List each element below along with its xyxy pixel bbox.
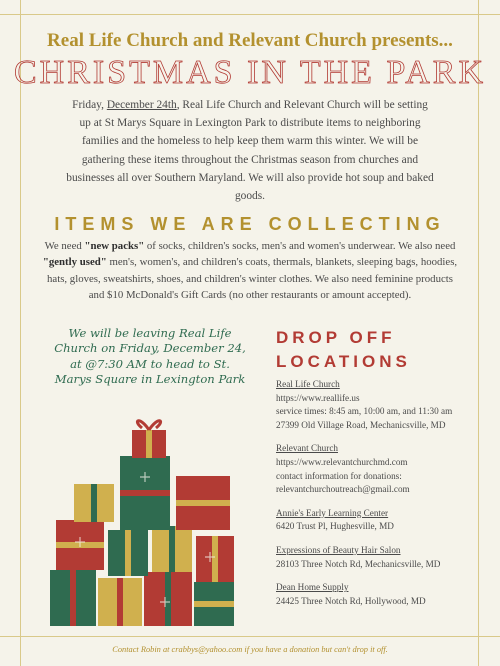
dropoff-heading-line1: DROP OFF [276,328,396,347]
location-name[interactable]: Expressions of Beauty Hair Salon [276,544,401,555]
dropoff-heading-line2: LOCATIONS [276,352,411,371]
intro-before-date: Friday, [72,99,107,111]
dropoff-locations [276,378,476,618]
location-dean-home-supply [276,581,476,608]
location-name[interactable]: Dean Home Supply [276,582,349,593]
location-address: 24425 Three Notch Rd, Hollywood, MD [276,595,426,606]
location-real-life-church [276,378,476,432]
items-text-2: of socks, children's socks, men's and women's underwear. We also need [144,240,456,252]
items-paragraph [40,238,460,304]
location-address: 28103 Three Notch Rd, Mechanicsville, MD [276,558,441,569]
intro-paragraph [66,96,434,205]
frame-line-bottom [0,636,500,637]
items-heading: ITEMS WE ARE COLLECTING [54,214,446,234]
page-title: CHRISTMAS IN THE PARK [13,54,487,91]
location-address: 27399 Old Village Road, Mechanicsville, MD [276,419,446,430]
gently-used-emphasis: "gently used" [42,256,107,269]
bow-icon [137,421,160,430]
items-text-1: We need [44,240,85,252]
frame-line-top [0,14,500,15]
frame-line-right [478,0,479,666]
event-date: December 24th [106,99,177,111]
new-packs-emphasis: "new packs" [84,240,145,252]
frame-line-left [20,0,21,666]
location-name[interactable]: Annie's Early Learning Center [276,507,389,518]
leaving-note: We will be leaving Real Life Church on Friday, December 24, at @7:30 AM to head to St. Marys Square in Lexington Park [54,326,246,387]
location-detail: contact information for donations: [276,470,402,481]
contact-footer: Contact Robin at crabbys@yahoo.com if you have a donation but can't drop it off. [112,645,388,654]
location-website[interactable]: https://www.reallife.us [276,392,360,403]
location-detail: service times: 8:45 am, 10:00 am, and 11:30 am [276,406,453,417]
location-annies [276,507,476,534]
location-name[interactable]: Real Life Church [276,379,340,389]
dropoff-heading [276,326,476,374]
intro-after-date: , Real Life Church and Relevant Church will be setting up at St Marys Square in Lexington Park to distribute items to neighboring families and the homeless to help keep them warm this winter. We will be gathering these items throughout the Christmas season from churches and businesses all over Southern Maryland. We will also provide hot soup and baked goods. [66,99,434,203]
location-email[interactable]: relevantchurchoutreach@gmail.com [276,484,410,495]
items-text-3: men's, women's, and children's coats, thermals, blankets, sleeping bags, hoodies, hats, gloves, sweatshirts, shoes, and children's winter clothes. We also need feminine products and $10 McDonald's Gift Cards (no other restaurants or amount accepted). [47,256,458,302]
gift-stack-illustration [40,412,250,632]
location-relevant-church [276,442,476,496]
location-expressions-salon [276,544,476,571]
location-address: 6420 Trust Pl, Hughesville, MD [276,521,394,532]
presents-line: Real Life Church and Relevant Church presents... [47,30,453,51]
location-name[interactable]: Relevant Church [276,443,338,454]
location-website[interactable]: https://www.relevantchurchmd.com [276,456,408,467]
